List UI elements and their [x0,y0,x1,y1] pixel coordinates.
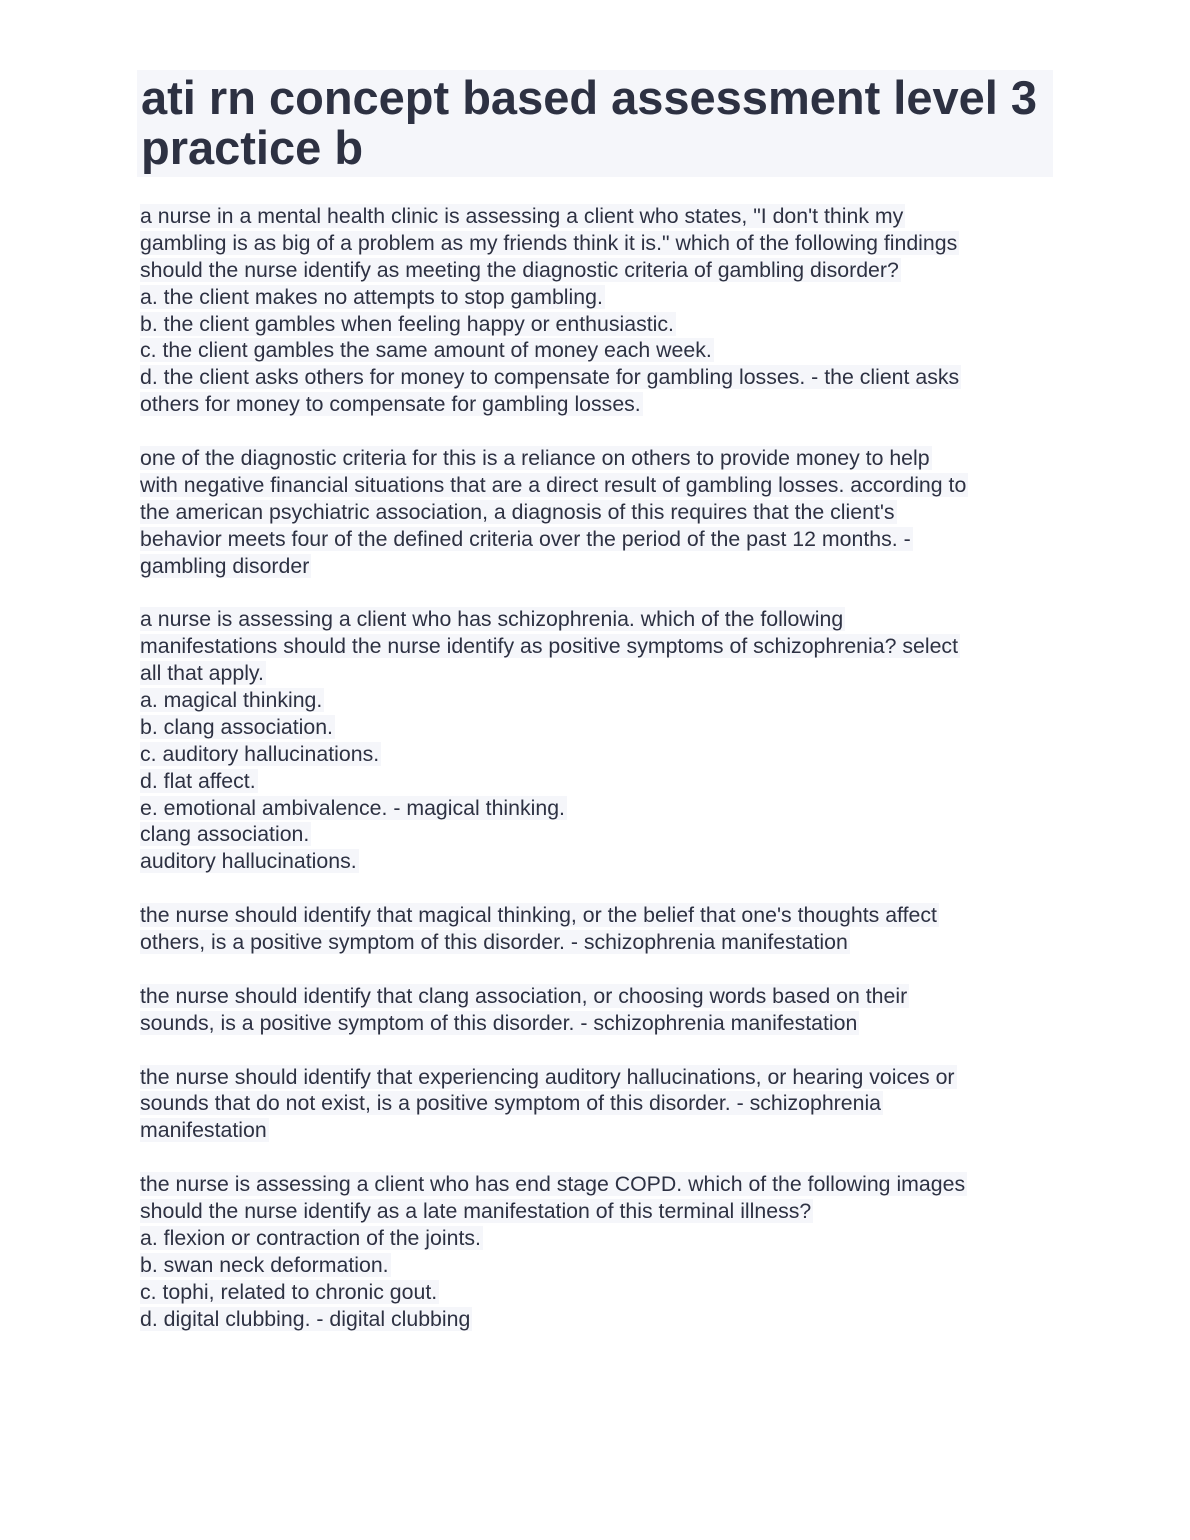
text-line [140,768,1055,795]
text-line-content: e. emotional ambivalence. - magical thinking. [140,795,565,820]
text-line [140,284,1055,311]
text-line-content: should the nurse identify as meeting the diagnostic criteria of gambling disorder? [140,257,899,282]
text-line [140,660,1055,687]
text-line-content: manifestations should the nurse identify as positive symptoms of schizophrenia? select [140,634,958,659]
paragraph-gap [140,1037,1055,1064]
paragraph-gap [140,579,1055,606]
text-line [140,687,1055,714]
text-line-content: d. digital clubbing. - digital clubbing [140,1306,471,1331]
text-line [140,1225,1055,1252]
text-line [140,526,1055,553]
text-line [140,311,1055,338]
text-line [140,821,1055,848]
text-line-content: gambling is as big of a problem as my friends think it is." which of the following findings [140,230,958,255]
text-line [140,230,1055,257]
paragraph [140,1064,1055,1145]
text-line-content: a. the client makes no attempts to stop gambling. [140,284,603,309]
text-line-content: a nurse is assessing a client who has schizophrenia. which of the following [140,607,844,632]
paragraph-gap [140,418,1055,445]
text-line [140,741,1055,768]
text-line [140,1279,1055,1306]
text-line-content: others for money to compensate for gambling losses. [140,392,641,417]
text-line-content: sounds, is a positive symptom of this disorder. - schizophrenia manifestation [140,1010,858,1035]
text-line-content: with negative financial situations that are a direct result of gambling losses. according to [140,472,967,497]
text-line [140,1171,1055,1198]
text-line-content: c. auditory hallucinations. [140,741,380,766]
text-line [140,391,1055,418]
text-line [140,714,1055,741]
paragraph-gap [140,1144,1055,1171]
text-line [140,203,1055,230]
text-line-content: behavior meets four of the defined criteria over the period of the past 12 months. - [140,526,911,551]
paragraph-gap [140,875,1055,902]
text-line [140,1306,1055,1333]
text-line-content: sounds that do not exist, is a positive symptom of this disorder. - schizophrenia [140,1091,882,1116]
text-line-content: the nurse is assessing a client who has end stage COPD. which of the following images [140,1172,966,1197]
text-line-content: manifestation [140,1118,267,1143]
text-line [140,499,1055,526]
paragraph [140,445,1055,579]
paragraph [140,1171,1055,1332]
text-line-content: others, is a positive symptom of this disorder. - schizophrenia manifestation [140,930,848,955]
text-line-content: one of the diagnostic criteria for this is a reliance on others to provide money to help [140,446,930,471]
text-line-content: d. the client asks others for money to compensate for gambling losses. - the client asks [140,365,960,390]
document-body [140,203,1055,1332]
text-line-content: b. clang association. [140,714,333,739]
text-line-content: a. flexion or contraction of the joints. [140,1225,481,1250]
text-line-content: the american psychiatric association, a diagnosis of this requires that the client's [140,499,895,524]
paragraph [140,983,1055,1037]
paragraph [140,606,1055,875]
text-line-content: c. tophi, related to chronic gout. [140,1279,438,1304]
paragraph [140,902,1055,956]
text-line [140,364,1055,391]
text-line-content: the nurse should identify that clang association, or choosing words based on their [140,983,908,1008]
paragraph [140,203,1055,418]
text-line-content: auditory hallucinations. [140,849,357,874]
text-line-content: the nurse should identify that experiencing auditory hallucinations, or hearing voices or [140,1064,955,1089]
text-line [140,1010,1055,1037]
text-line [140,1198,1055,1225]
paragraph-gap [140,956,1055,983]
text-line [140,337,1055,364]
text-line [140,983,1055,1010]
text-line [140,445,1055,472]
text-line [140,795,1055,822]
text-line [140,1117,1055,1144]
text-line-content: b. swan neck deformation. [140,1252,389,1277]
text-line [140,633,1055,660]
text-line-content: all that apply. [140,661,264,686]
title-line-1: ati rn concept based assessment level 3 [141,71,1038,124]
title-block [137,70,1053,177]
text-line-content: should the nurse identify as a late manifestation of this terminal illness? [140,1198,812,1223]
text-line [140,553,1055,580]
text-line-content: a nurse in a mental health clinic is assessing a client who states, "I don't think my [140,204,904,228]
text-line-content: the nurse should identify that magical thinking, or the belief that one's thoughts affect [140,903,937,928]
text-line [140,606,1055,633]
page-title [137,70,1053,173]
title-line-2: practice b [141,121,364,174]
text-line [140,1252,1055,1279]
text-line-content: gambling disorder [140,553,310,578]
text-line [140,1064,1055,1091]
text-line [140,472,1055,499]
text-line [140,929,1055,956]
text-line-content: d. flat affect. [140,768,256,793]
text-line [140,1090,1055,1117]
text-line-content: b. the client gambles when feeling happy or enthusiastic. [140,311,674,336]
text-line-content: c. the client gambles the same amount of money each week. [140,338,712,363]
text-line [140,848,1055,875]
text-line [140,257,1055,284]
text-line-content: a. magical thinking. [140,688,323,713]
text-line-content: clang association. [140,822,310,847]
text-line [140,902,1055,929]
